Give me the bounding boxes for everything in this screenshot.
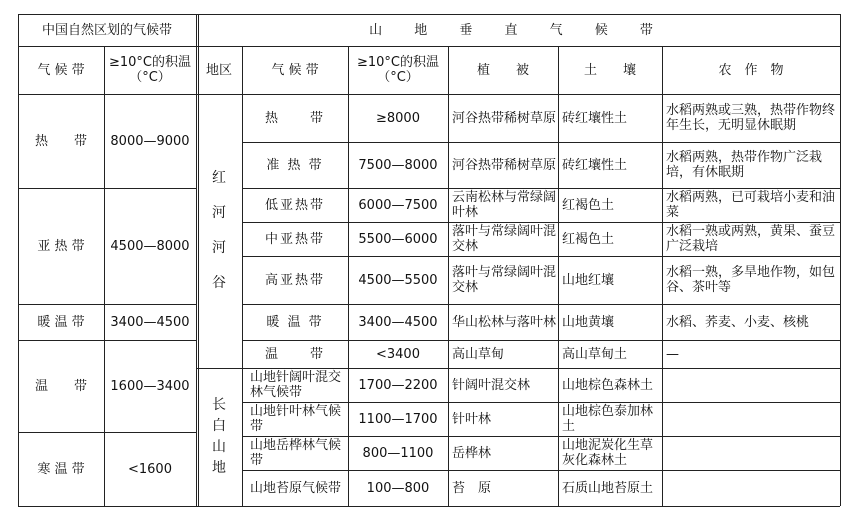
header-region: 地区 <box>205 62 232 78</box>
row-accum-temp: 7500—8000 <box>358 157 438 173</box>
header-accum-temp-right: ≥10°C的积温（°C） <box>356 55 439 85</box>
grid-line <box>242 46 243 506</box>
table-bottom-border <box>18 506 840 507</box>
region-honghe-valley <box>196 94 242 368</box>
row-crops <box>662 470 840 506</box>
row-climate-zone: 中亚热带 <box>264 231 325 247</box>
row-accum-temp: 6000—7500 <box>358 197 438 213</box>
row-accum-temp: ≥8000 <box>376 110 420 126</box>
row-vegetation: 高山草甸 <box>452 346 505 362</box>
grid-line <box>242 402 840 403</box>
row-crops: — <box>666 346 679 362</box>
grid-line <box>242 470 840 471</box>
row-accum-temp: 100—800 <box>366 480 430 496</box>
row-climate-zone: 低亚热带 <box>264 197 325 213</box>
grid-line <box>242 436 840 437</box>
row-crops: 水稻两熟或三熟，热带作物终年生长，无明显休眠期 <box>666 103 836 133</box>
row-crops <box>662 368 840 402</box>
row-crops <box>662 402 840 436</box>
grid-line <box>242 142 840 143</box>
row-accum-temp: 800—1100 <box>362 445 434 461</box>
region-char: 红 <box>212 170 226 186</box>
header-crops: 农 作 物 <box>718 62 784 78</box>
row-vegetation: 针叶林 <box>452 411 492 427</box>
header-vegetation: 植 被 <box>476 62 529 78</box>
left-zone-subtropical: 亚 热 带 <box>37 238 85 254</box>
row-crops: 水稻一熟，多旱地作物，如包谷、茶叶等 <box>666 265 836 295</box>
row-climate-zone: 热 带 <box>264 110 325 126</box>
region-char: 河 <box>212 205 226 221</box>
row-accum-temp: 1100—1700 <box>358 411 438 427</box>
row-vegetation: 河谷热带稀树草原 <box>452 157 557 173</box>
region-char: 长 <box>212 397 226 413</box>
grid-line <box>242 256 840 257</box>
grid-line <box>196 368 840 369</box>
row-vegetation: 河谷热带稀树草原 <box>452 110 557 126</box>
row-soil: 砖红壤性土 <box>562 157 628 173</box>
grid-line <box>242 340 840 341</box>
left-zone-temperate: 温 带 <box>34 378 87 394</box>
row-crops: 水稻一熟或两熟，黄果、蚕豆广泛栽培 <box>666 224 836 254</box>
row-climate-zone: 山地针叶林气候带 <box>250 404 342 434</box>
row-accum-temp: <3400 <box>376 346 420 362</box>
header-climate-zone: 气 候 带 <box>37 62 85 78</box>
grid-line <box>242 304 840 305</box>
row-accum-temp: 5500—6000 <box>358 231 438 247</box>
row-vegetation: 云南松林与常绿阔叶林 <box>452 190 557 220</box>
row-climate-zone: 准 热 带 <box>266 157 324 173</box>
region-char: 白 <box>212 418 226 434</box>
row-vegetation: 落叶与常绿阔叶混交林 <box>452 265 557 295</box>
row-soil: 高山草甸土 <box>562 346 628 362</box>
row-soil: 红褐色土 <box>562 231 615 247</box>
header-climate-zone-right: 气 候 带 <box>271 62 319 78</box>
row-crops: 水稻两熟，已可栽培小麦和油菜 <box>666 190 836 220</box>
row-climate-zone: 山地苔原气候带 <box>250 480 342 496</box>
row-crops: 水稻、荞麦、小麦、核桃 <box>666 314 810 330</box>
row-crops <box>662 436 840 470</box>
left-temp-subtropical: 4500—8000 <box>110 238 190 254</box>
grid-line <box>18 432 196 433</box>
region-changbai-mountains <box>196 368 242 506</box>
grid-line <box>242 222 840 223</box>
row-vegetation: 落叶与常绿阔叶混交林 <box>452 224 557 254</box>
row-vegetation: 岳桦林 <box>452 445 492 461</box>
left-temp-tropical: 8000—9000 <box>110 133 190 149</box>
row-accum-temp: 3400—4500 <box>358 314 438 330</box>
row-climate-zone: 高亚热带 <box>264 272 325 288</box>
row-soil: 砖红壤性土 <box>562 110 628 126</box>
row-vegetation: 针阔叶混交林 <box>452 377 531 393</box>
region-char: 地 <box>212 460 226 476</box>
grid-line <box>18 340 196 341</box>
grid-line <box>18 46 840 47</box>
left-temp-temperate: 1600—3400 <box>110 378 190 394</box>
row-vegetation: 苔 原 <box>452 480 492 496</box>
row-climate-zone: 山地针阔叶混交林气候带 <box>250 370 342 400</box>
header-left-group: 中国自然区划的气候带 <box>41 22 172 38</box>
region-char: 谷 <box>212 275 226 291</box>
grid-line <box>558 46 559 506</box>
row-soil: 山地泥炭化生草灰化森林土 <box>562 438 654 468</box>
grid-line <box>662 46 663 506</box>
grid-line <box>18 188 196 189</box>
grid-line <box>104 46 105 506</box>
region-char: 河 <box>212 240 226 256</box>
row-soil: 山地棕色森林土 <box>562 377 654 393</box>
grid-line <box>242 188 840 189</box>
row-accum-temp: 1700—2200 <box>358 377 438 393</box>
grid-line <box>18 304 196 305</box>
row-soil: 山地黄壤 <box>562 314 615 330</box>
table-top-border <box>18 14 840 15</box>
table-right-border <box>840 14 841 506</box>
table-left-border <box>18 14 19 506</box>
header-accum-temp: ≥10°C的积温（°C） <box>108 55 191 85</box>
row-climate-zone: 暖 温 带 <box>266 314 324 330</box>
row-climate-zone: 温 带 <box>264 346 325 362</box>
row-climate-zone: 山地岳桦林气候带 <box>250 438 342 468</box>
header-soil: 土 壤 <box>583 62 636 78</box>
row-soil: 山地红壤 <box>562 272 615 288</box>
row-soil: 石质山地苔原土 <box>562 480 654 496</box>
left-temp-cold-temperate: <1600 <box>128 461 172 477</box>
header-right-group: 山 地 垂 直 气 候 带 <box>369 22 667 38</box>
left-zone-tropical: 热 带 <box>34 133 87 149</box>
left-zone-cold-temperate: 寒 温 带 <box>37 461 85 477</box>
table-divider <box>196 14 199 506</box>
left-temp-warm-temperate: 3400—4500 <box>110 314 190 330</box>
row-vegetation: 华山松林与落叶林 <box>452 314 557 330</box>
row-crops: 水稻两熟，热带作物广泛栽培，有休眠期 <box>666 150 823 180</box>
grid-line <box>18 94 840 95</box>
grid-line <box>448 46 449 506</box>
row-soil: 红褐色土 <box>562 197 615 213</box>
grid-line <box>348 46 349 506</box>
row-soil: 山地棕色泰加林土 <box>562 404 654 434</box>
region-char: 山 <box>212 439 226 455</box>
left-zone-warm-temperate: 暖 温 带 <box>37 314 85 330</box>
row-accum-temp: 4500—5500 <box>358 272 438 288</box>
